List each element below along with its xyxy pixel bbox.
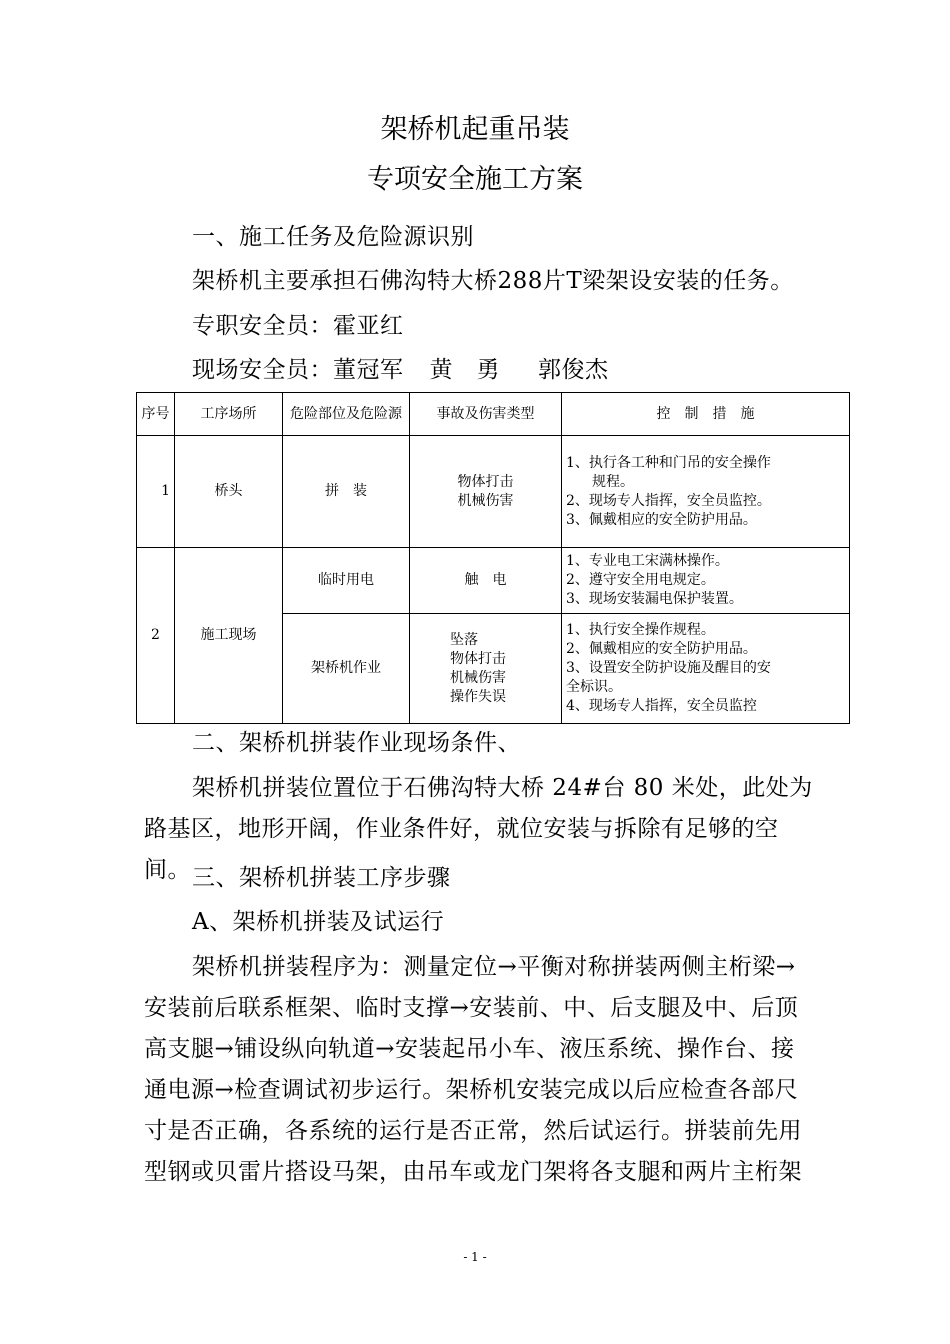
row2-sub2-type-line: 坠落 [450,631,478,648]
site-safety-name: 黄 勇 [429,357,500,383]
site-safety-label: 现场安全员：董冠军 [192,357,404,383]
row2-sub2-type-line: 机械伤害 [450,669,506,686]
row2-sub1-measures [562,548,850,614]
header-hazard: 危险部位及危险源 [283,393,410,436]
row2-sub2-type-line: 操作失误 [450,688,506,705]
row1-measure: 1、执行各工种和门吊的安全操作 [566,454,771,471]
row2-sub1-hazard: 临时用电 [283,548,410,614]
row2-place: 施工现场 [175,548,283,724]
row1-measure: 3、佩戴相应的安全防护用品。 [566,511,757,528]
row2-no: 2 [137,548,175,724]
row1-measure: 规程。 [592,473,634,490]
header-measures: 控 制 措 施 [562,393,850,436]
section1-heading: 一、施工任务及危险源识别 [192,224,474,250]
section2-body: 架桥机拼装位置位于石佛沟特大桥 24#台 80 米处，此处为路基区，地形开阔，作业条件好，就位安装与拆除有足够的空间。 [144,775,813,883]
row1-measures [562,436,850,548]
row1-type-line: 机械伤害 [457,492,514,509]
hazard-table [136,392,850,724]
section3-body: 架桥机拼装程序为：测量定位→平衡对称拼装两侧主桁梁→安装前后联系框架、临时支撑→安装前、中、后支腿及中、后顶高支腿→铺设纵向轨道→安装起吊小车、液压系统、操作台、接通电源→检查调试初步运行。架桥机安装完成以后应检查各部尺寸是否正确，各系统的运行是否正常，然后试运行。拼装前先用型钢或贝雷片搭设马架，由吊车或龙门架将各支腿和两片主桁架 [144,954,802,1185]
site-safety-name: 郭俊杰 [538,357,609,383]
row2-sub1-measure: 2、遵守安全用电规定。 [566,572,715,588]
row1-no: 1 [137,436,175,548]
row2-sub2-measure: 1、执行安全操作规程。 [566,622,715,638]
section3-sub-heading: A、架桥机拼装及试运行 [192,909,445,935]
section3-heading: 三、架桥机拼装工序步骤 [192,865,451,891]
site-safety-line [192,355,647,385]
row2-sub2-type [410,614,562,724]
header-type: 事故及伤害类型 [410,393,562,436]
document-title-line1: 架桥机起重吊装 [380,114,570,145]
row2-sub2-measures [562,614,850,724]
page-number: - 1 - [463,1250,487,1264]
row2-sub1-type: 触 电 [410,548,562,614]
row2-sub2-measure: 3、设置安全防护设施及醒目的安 [566,660,771,676]
row2-sub1-measure: 1、专业电工宋满林操作。 [566,553,729,569]
safety-officer-line: 专职安全员：霍亚红 [192,313,404,339]
row1-place: 桥头 [175,436,283,548]
row1-measure: 2、现场专人指挥，安全员监控。 [566,492,771,509]
section2-heading: 二、架桥机拼装作业现场条件、 [192,730,521,756]
header-place: 工序场所 [175,393,283,436]
row2-sub2-measure: 全标识。 [566,679,622,695]
row2-sub2-measure: 2、佩戴相应的安全防护用品。 [566,641,757,657]
section1-task-text: 架桥机主要承担石佛沟特大桥288片T梁架设安装的任务。 [192,268,794,294]
document-title-line2: 专项安全施工方案 [367,164,583,195]
row2-sub2-hazard: 架桥机作业 [283,614,410,724]
row2-sub2-measure: 4、现场专人指挥，安全员监控 [566,698,757,714]
table-row [137,548,850,614]
table-header-row [137,393,850,436]
row1-type-line: 物体打击 [457,473,514,490]
row2-sub2-type-line: 物体打击 [450,650,506,667]
row1-hazard: 拼 装 [283,436,410,548]
row1-type [410,436,562,548]
row2-sub1-measure: 3、现场安装漏电保护装置。 [566,591,743,607]
header-no: 序号 [137,393,175,436]
table-row [137,436,850,548]
